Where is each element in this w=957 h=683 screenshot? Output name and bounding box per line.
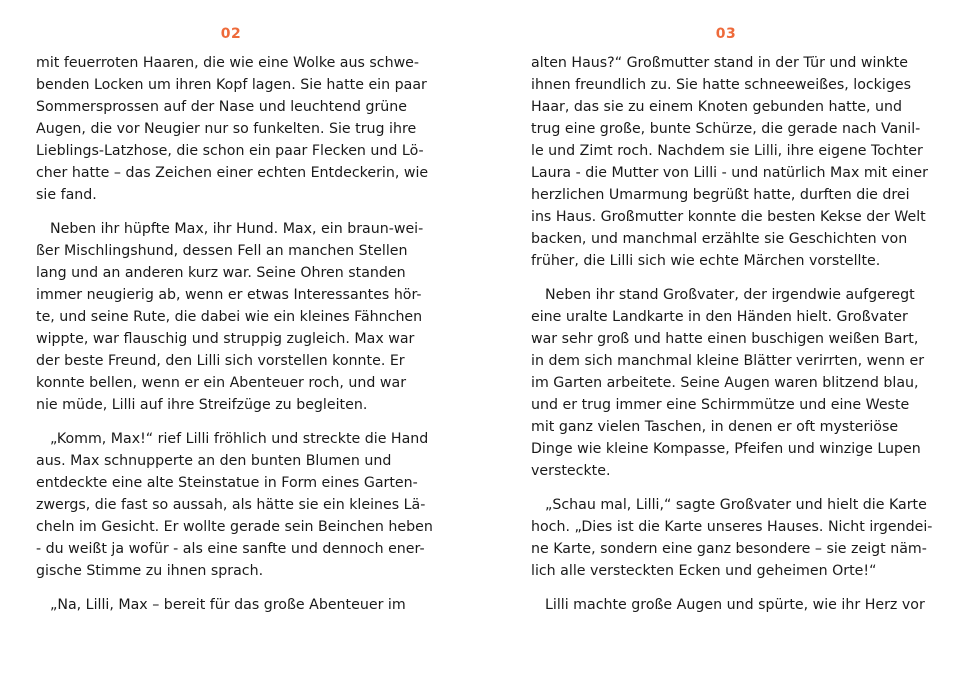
text-line: ßer Mischlingshund, dessen Fell an manchen Stellen <box>36 243 408 259</box>
left-paragraph <box>36 428 433 582</box>
text-line: ihnen freundlich zu. Sie hatte schneeweißes, lockiges <box>531 77 911 93</box>
left-page-text <box>36 52 433 628</box>
text-line: Lieblings-Latzhose, die schon ein paar Flecken und Lö- <box>36 143 424 159</box>
text-line: Laura - die Mutter von Lilli - und natürlich Max mit einer <box>531 165 928 181</box>
text-line: nie müde, Lilli auf ihre Streifzüge zu begleiten. <box>36 397 368 413</box>
text-line: Lilli machte große Augen und spürte, wie ihr Herz vor <box>545 597 925 613</box>
text-line: wippte, war flauschig und struppig zugleich. Max war <box>36 331 415 347</box>
text-line: herzlichen Umarmung begrüßt hatte, durften die drei <box>531 187 910 203</box>
text-line: ne Karte, sondern eine ganz besondere – sie zeigt näm- <box>531 541 927 557</box>
text-line: te, und seine Rute, die dabei wie ein kleines Fähnchen <box>36 309 423 325</box>
right-paragraph <box>531 284 925 482</box>
text-line: gische Stimme zu ihnen sprach. <box>36 563 264 579</box>
text-line: der beste Freund, den Lilli sich vorstellen konnte. Er <box>36 353 405 369</box>
text-line: Sommersprossen auf der Nase und leuchtend grüne <box>36 99 408 115</box>
left-paragraph <box>36 52 429 206</box>
text-line: alten Haus?“ Großmutter stand in der Tür und winkte <box>531 55 908 71</box>
text-line: le und Zimt roch. Nachdem sie Lilli, ihre eigene Tochter <box>531 143 923 159</box>
text-line: benden Locken um ihren Kopf lagen. Sie hatte ein paar <box>36 77 427 93</box>
text-line: „Schau mal, Lilli,“ sagte Großvater und hielt die Karte <box>545 497 927 513</box>
right-paragraph <box>531 52 928 272</box>
text-line: immer neugierig ab, wenn er etwas Interessantes hör- <box>36 287 422 303</box>
text-line: Augen, die vor Neugier nur so funkelten. Sie trug ihre <box>36 121 417 137</box>
text-line: - du weißt ja wofür - als eine sanfte und dennoch ener- <box>36 541 425 557</box>
text-line: in dem sich manchmal kleine Blätter verirrten, wenn er <box>531 353 925 369</box>
text-line: früher, die Lilli sich wie echte Märchen vorstellte. <box>531 253 881 269</box>
right-paragraph <box>531 594 925 616</box>
page-number-right: 03 <box>715 26 737 42</box>
text-line: Dinge wie kleine Kompasse, Pfeifen und winzige Lupen <box>531 441 921 457</box>
text-line: „Na, Lilli, Max – bereit für das große Abenteuer im <box>50 597 406 613</box>
text-line: cheln im Gesicht. Er wollte gerade sein Beinchen heben <box>36 519 433 535</box>
text-line: eine uralte Landkarte in den Händen hielt. Großvater <box>531 309 908 325</box>
text-line: war sehr groß und hatte einen buschigen weißen Bart, <box>531 331 919 347</box>
right-page-text <box>531 52 933 628</box>
text-line: und er trug immer eine Schirmmütze und eine Weste <box>531 397 910 413</box>
text-line: konnte bellen, wenn er ein Abenteuer roch, und war <box>36 375 407 391</box>
page-number-left: 02 <box>220 26 242 42</box>
text-line: lich alle versteckten Ecken und geheimen Orte!“ <box>531 563 877 579</box>
text-line: entdeckte eine alte Steinstatue in Form eines Garten- <box>36 475 418 491</box>
text-line: cher hatte – das Zeichen einer echten Entdeckerin, wie <box>36 165 429 181</box>
text-line: sie fand. <box>36 187 97 203</box>
text-line: Haar, das sie zu einem Knoten gebunden hatte, und <box>531 99 903 115</box>
text-line: ins Haus. Großmutter konnte die besten Kekse der Welt <box>531 209 926 225</box>
text-line: versteckte. <box>531 463 611 479</box>
text-line: backen, und manchmal erzählte sie Geschichten von <box>531 231 908 247</box>
left-page <box>36 0 433 683</box>
text-line: „Komm, Max!“ rief Lilli fröhlich und streckte die Hand <box>50 431 429 447</box>
text-line: Neben ihr hüpfte Max, ihr Hund. Max, ein braun-wei- <box>50 221 424 237</box>
text-line: hoch. „Dies ist die Karte unseres Hauses. Nicht irgendei- <box>531 519 933 535</box>
text-line: zwergs, die fast so aussah, als hätte sie ein kleines Lä- <box>36 497 426 513</box>
right-page <box>531 0 933 683</box>
left-paragraph <box>36 594 426 616</box>
text-line: im Garten arbeitete. Seine Augen waren blitzend blau, <box>531 375 919 391</box>
right-paragraph <box>531 494 933 582</box>
text-line: mit ganz vielen Taschen, in denen er oft mysteriöse <box>531 419 899 435</box>
text-line: lang und an anderen kurz war. Seine Ohren standen <box>36 265 406 281</box>
text-line: mit feuerroten Haaren, die wie eine Wolke aus schwe- <box>36 55 420 71</box>
text-line: trug eine große, bunte Schürze, die gerade nach Vanil- <box>531 121 921 137</box>
text-line: aus. Max schnupperte an den bunten Blumen und <box>36 453 392 469</box>
text-line: Neben ihr stand Großvater, der irgendwie aufgeregt <box>545 287 915 303</box>
left-paragraph <box>36 218 426 416</box>
